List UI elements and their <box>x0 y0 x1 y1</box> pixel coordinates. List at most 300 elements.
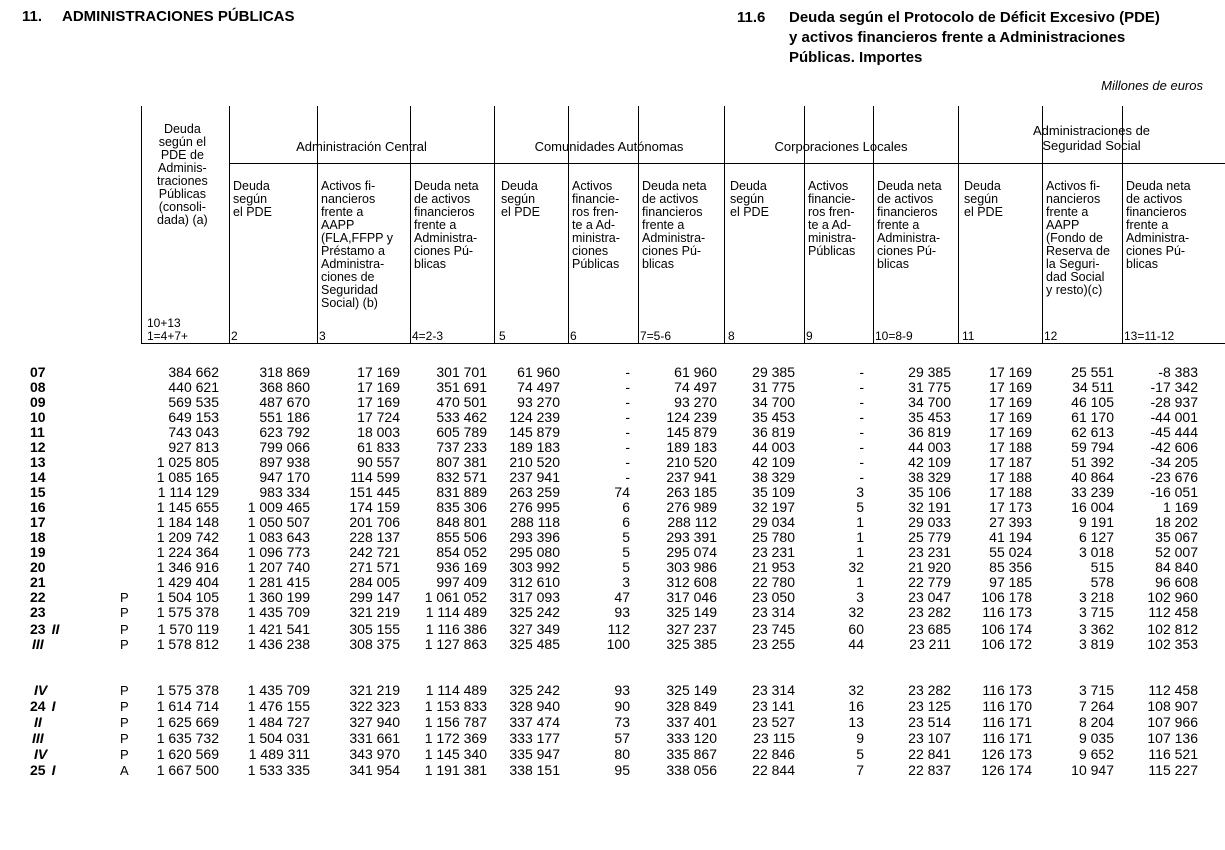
table-cell: 337 401 <box>666 714 717 730</box>
table-cell: 23 745 <box>752 621 795 637</box>
table-cell: 384 662 <box>168 364 219 380</box>
table-cell: 23 282 <box>908 682 951 698</box>
table-cell: 10 947 <box>1071 762 1114 778</box>
table-cell: 947 170 <box>259 469 310 485</box>
table-cell: 1 114 129 <box>157 484 219 500</box>
column-header-line: PDE de <box>160 148 204 162</box>
table-cell: 93 270 <box>674 394 717 410</box>
column-header-line: según <box>730 192 765 206</box>
units-label: Millones de euros <box>1101 78 1203 93</box>
table-cell: - <box>859 379 864 395</box>
table-cell: 3 819 <box>1078 636 1114 652</box>
table-row <box>0 575 1225 590</box>
column-header-line: Seguridad <box>321 283 378 297</box>
column-header-line: ciones <box>572 244 609 258</box>
row-year: 25 <box>30 762 46 778</box>
table-cell: 25 551 <box>1071 364 1114 380</box>
table-title <box>737 8 1219 68</box>
column-header-line: el PDE <box>233 205 272 219</box>
table-cell: 107 136 <box>1147 730 1198 746</box>
table-cell: 59 794 <box>1071 439 1114 455</box>
table-cell: 23 107 <box>908 730 951 746</box>
table-cell: 1 <box>856 529 864 545</box>
table-cell: 34 700 <box>908 394 951 410</box>
column-header-line: frente a <box>1126 218 1169 232</box>
table-cell: 29 033 <box>908 514 951 530</box>
column-header-line: Reserva de <box>1046 244 1110 258</box>
table-cell: 276 989 <box>666 499 717 515</box>
table-cell: 16 004 <box>1071 499 1114 515</box>
table-cell: - <box>859 409 864 425</box>
table-cell: 1 484 727 <box>247 714 310 730</box>
table-cell: 743 043 <box>168 424 219 440</box>
table-cell: 335 867 <box>666 746 717 762</box>
column-header-line: frente a <box>877 218 920 232</box>
table-cell: 5 <box>622 544 630 560</box>
table-cell: 21 953 <box>752 559 795 575</box>
table-cell: 35 106 <box>908 484 951 500</box>
column-header-line: (consoli- <box>158 200 206 214</box>
row-year: 21 <box>30 574 46 590</box>
table-cell: 32 <box>848 559 864 575</box>
row-quarter: IV <box>34 746 48 762</box>
group-corporaciones-locales: Corporaciones Locales <box>774 139 908 154</box>
row-mark: P <box>120 622 129 637</box>
table-cell: 1 489 311 <box>248 746 310 762</box>
column-header-line: ciones de <box>321 270 375 284</box>
column-header-line: Deuda neta <box>642 179 707 193</box>
table-cell: 32 <box>848 604 864 620</box>
column-header-line: (Fondo de <box>1046 231 1103 245</box>
row-mark: P <box>120 683 129 698</box>
table-cell: 303 986 <box>666 559 717 575</box>
header-bottom-rule <box>141 343 1225 344</box>
table-cell: 22 779 <box>908 574 951 590</box>
table-cell: 102 960 <box>1147 589 1198 605</box>
column-header-line: (FLA,FFPP y <box>321 231 394 245</box>
row-quarter: I <box>51 698 56 714</box>
table-cell: 276 995 <box>509 499 560 515</box>
table-cell: 1 114 489 <box>425 682 487 698</box>
table-cell: 327 940 <box>349 714 400 730</box>
row-label <box>30 575 46 590</box>
column-header-line: traciones <box>157 174 208 188</box>
table-cell: 263 185 <box>666 484 717 500</box>
table-cell: 440 621 <box>168 379 219 395</box>
table-cell: -17 342 <box>1150 379 1198 395</box>
table-cell: 116 521 <box>1148 746 1198 762</box>
table-cell: - <box>625 439 630 455</box>
table-cell: 325 385 <box>666 636 717 652</box>
group-comunidades-autonomas: Comunidades Autónomas <box>534 139 684 154</box>
table-cell: -8 383 <box>1158 364 1198 380</box>
table-cell: 36 819 <box>908 424 951 440</box>
table-cell: 61 960 <box>674 364 717 380</box>
table-cell: 42 109 <box>908 454 951 470</box>
table-cell: 1 209 742 <box>156 529 219 545</box>
table-cell: 25 780 <box>752 529 795 545</box>
row-label <box>30 500 46 515</box>
column-header-line: Adminis- <box>158 161 207 175</box>
row-year: 07 <box>30 364 46 380</box>
table-cell: 38 329 <box>752 469 795 485</box>
section-number: 11. <box>22 8 43 25</box>
table-cell: 29 385 <box>908 364 951 380</box>
table-cell: 1 083 643 <box>247 529 310 545</box>
column-header-line: ciones Pú- <box>414 244 474 258</box>
table-cell: 96 608 <box>1155 574 1198 590</box>
column-header-line: Deuda <box>964 179 1001 193</box>
table-cell: - <box>625 409 630 425</box>
table-cell: 7 <box>856 762 864 778</box>
row-label <box>32 731 44 746</box>
table-cell: 21 920 <box>908 559 951 575</box>
table-cell: 22 841 <box>908 746 951 762</box>
table-cell: 102 812 <box>1147 621 1198 637</box>
table-cell: 5 <box>622 559 630 575</box>
table-row <box>0 485 1225 500</box>
column-number: 12 <box>1044 329 1058 343</box>
column-header-line: Deuda <box>501 179 538 193</box>
table-cell: -42 606 <box>1150 439 1198 455</box>
row-mark: P <box>120 731 129 746</box>
table-cell: 3 <box>856 589 864 605</box>
row-label <box>32 747 47 762</box>
table-cell: 854 052 <box>436 544 487 560</box>
table-cell: 325 242 <box>509 682 560 698</box>
table-cell: 27 393 <box>989 514 1032 530</box>
table-cell: 23 514 <box>908 714 951 730</box>
table-cell: 17 169 <box>989 379 1032 395</box>
column-header-line: Públicas <box>808 244 856 258</box>
column-number: 3 <box>319 329 326 343</box>
table-cell: 343 970 <box>349 746 400 762</box>
column-header-line: AAPP <box>1046 218 1080 232</box>
table-row <box>0 515 1225 530</box>
table-cell: 1 050 507 <box>247 514 310 530</box>
table-cell: 116 170 <box>982 698 1032 714</box>
table-cell: 325 485 <box>509 636 560 652</box>
column-header-line: Activos <box>808 179 849 193</box>
table-cell: 29 034 <box>752 514 795 530</box>
row-year: 08 <box>30 379 46 395</box>
table-cell: 321 219 <box>349 682 400 698</box>
table-cell: 936 169 <box>436 559 487 575</box>
column-header-line: blicas <box>642 257 674 271</box>
table-cell: 189 183 <box>509 439 560 455</box>
table-cell: 327 237 <box>666 621 717 637</box>
table-cell: 17 724 <box>357 409 400 425</box>
column-header-line: ciones Pú- <box>642 244 702 258</box>
table-cell: 100 <box>606 636 630 652</box>
table-cell: 44 003 <box>752 439 795 455</box>
table-cell: 337 474 <box>509 714 560 730</box>
column-header-line: te a Ad- <box>572 218 616 232</box>
table-cell: 8 204 <box>1078 714 1114 730</box>
row-quarter: III <box>32 636 44 652</box>
table-cell: 52 007 <box>1155 544 1198 560</box>
table-cell: 533 462 <box>436 409 487 425</box>
column-header-line: de activos <box>414 192 471 206</box>
table-cell: 1 578 812 <box>156 636 219 652</box>
row-year: 17 <box>30 514 46 530</box>
table-cell: 23 255 <box>752 636 795 652</box>
column-header-line: según <box>964 192 999 206</box>
column-header-line: frente a <box>321 205 364 219</box>
table-cell: - <box>625 394 630 410</box>
row-year: 12 <box>30 439 46 455</box>
table-cell: 22 837 <box>908 762 951 778</box>
table-row <box>0 605 1225 620</box>
table-cell: 189 183 <box>666 439 717 455</box>
table-cell: 321 219 <box>349 604 400 620</box>
table-cell: 1 172 369 <box>424 730 487 746</box>
column-header-line: financieros <box>1126 205 1187 219</box>
row-label <box>30 763 55 778</box>
table-cell: 35 453 <box>752 409 795 425</box>
row-year: 14 <box>30 469 46 485</box>
table-cell: 338 151 <box>509 762 560 778</box>
table-cell: 308 375 <box>349 636 400 652</box>
table-cell: 835 306 <box>436 499 487 515</box>
group-title-line: Seguridad Social <box>1042 138 1141 153</box>
table-cell: 7 264 <box>1078 698 1114 714</box>
column-header-line: AAPP <box>321 218 355 232</box>
table-cell: 1 504 105 <box>156 589 219 605</box>
table-cell: 237 941 <box>509 469 560 485</box>
table-cell: 351 691 <box>436 379 487 395</box>
table-cell: 5 <box>856 746 864 762</box>
table-cell: 322 323 <box>349 698 400 714</box>
column-divider <box>141 106 142 344</box>
column-header <box>157 123 208 227</box>
table-cell: 23 231 <box>752 544 795 560</box>
table-cell: - <box>625 469 630 485</box>
column-header-line: Públicas <box>158 187 206 201</box>
table-cell: 9 <box>856 730 864 746</box>
table-cell: - <box>859 364 864 380</box>
group-seguridad-social <box>958 123 1225 153</box>
row-quarter: II <box>51 621 60 637</box>
column-header-line: Administra- <box>642 231 706 245</box>
row-quarter: I <box>51 762 56 778</box>
column-number: 2 <box>231 329 238 343</box>
table-cell: 31 775 <box>752 379 795 395</box>
table-row <box>0 715 1225 730</box>
column-header-line: financieros <box>642 205 703 219</box>
column-number: 7=5-6 <box>640 329 672 343</box>
table-cell: 13 <box>848 714 864 730</box>
table-cell: 23 115 <box>753 730 795 746</box>
table-cell: 317 093 <box>509 589 560 605</box>
table-cell: 312 608 <box>666 574 717 590</box>
table-cell: 1 575 378 <box>156 682 219 698</box>
row-year: 15 <box>30 484 46 500</box>
column-header-line: frente a <box>1046 205 1089 219</box>
column-header <box>501 180 540 219</box>
table-cell: 25 779 <box>908 529 951 545</box>
table-row <box>0 530 1225 545</box>
table-cell: 1 156 787 <box>424 714 487 730</box>
table-cell: 22 846 <box>752 746 795 762</box>
table-cell: 22 844 <box>752 762 795 778</box>
table-cell: 799 066 <box>259 439 310 455</box>
table-cell: 116 173 <box>982 682 1032 698</box>
table-row <box>0 425 1225 440</box>
table-cell: - <box>625 424 630 440</box>
row-label <box>30 395 46 410</box>
table-cell: 23 527 <box>752 714 795 730</box>
table-cell: 210 520 <box>666 454 717 470</box>
table-row <box>0 365 1225 380</box>
column-number: 8 <box>728 329 735 343</box>
table-cell: 61 170 <box>1071 409 1114 425</box>
column-header-line: financie- <box>572 192 620 206</box>
table-cell: 470 501 <box>436 394 487 410</box>
table-cell: 5 <box>622 529 630 545</box>
column-header-line: dada) (a) <box>157 213 208 227</box>
table-cell: 295 074 <box>666 544 717 560</box>
table-cell: 293 396 <box>509 529 560 545</box>
table-cell: 9 035 <box>1078 730 1114 746</box>
column-header-line: Activos fi- <box>1046 179 1101 193</box>
table-cell: 1 184 148 <box>156 514 219 530</box>
column-header-line: ros fren- <box>808 205 855 219</box>
column-header <box>964 180 1003 219</box>
row-label <box>30 470 46 485</box>
table-cell: 23 047 <box>908 589 951 605</box>
row-label <box>32 715 42 730</box>
table-cell: 1 207 740 <box>247 559 310 575</box>
row-label <box>30 365 46 380</box>
table-cell: 145 879 <box>509 424 560 440</box>
table-cell: 23 314 <box>752 604 795 620</box>
table-cell: 1 145 340 <box>424 746 487 762</box>
column-number: 4=2-3 <box>412 329 444 343</box>
table-row <box>0 683 1225 698</box>
table-title-line: Públicas. Importes <box>789 49 923 66</box>
column-header-line: el PDE <box>730 205 769 219</box>
table-cell: 116 173 <box>982 604 1032 620</box>
table-cell: 124 239 <box>666 409 717 425</box>
table-cell: 1 153 833 <box>424 698 487 714</box>
column-header-line: nancieros <box>321 192 376 206</box>
table-cell: 1 061 052 <box>424 589 487 605</box>
table-cell: 333 177 <box>509 730 560 746</box>
table-cell: 42 109 <box>752 454 795 470</box>
row-year: 23 <box>30 604 46 620</box>
table-cell: 325 149 <box>666 682 717 698</box>
table-cell: 605 789 <box>436 424 487 440</box>
table-cell: 102 353 <box>1147 636 1198 652</box>
table-cell: 97 185 <box>989 574 1032 590</box>
row-label <box>30 485 46 500</box>
row-mark: A <box>120 763 129 778</box>
table-cell: 34 700 <box>752 394 795 410</box>
row-label <box>30 440 46 455</box>
table-cell: 305 155 <box>349 621 400 637</box>
table-cell: 551 186 <box>259 409 310 425</box>
table-cell: 3 <box>622 574 630 590</box>
table-row <box>0 637 1225 652</box>
column-header-line: ciones Pú- <box>1126 244 1186 258</box>
column-number: 6 <box>570 329 577 343</box>
row-year: 10 <box>30 409 46 425</box>
table-cell: 35 067 <box>1155 529 1198 545</box>
table-cell: 112 458 <box>1148 604 1198 620</box>
table-cell: 23 282 <box>908 604 951 620</box>
table-cell: 1 191 381 <box>424 762 487 778</box>
table-cell: 23 314 <box>752 682 795 698</box>
table-cell: 1 <box>856 574 864 590</box>
table-row <box>0 747 1225 762</box>
row-mark: P <box>120 747 129 762</box>
table-cell: 1 346 916 <box>156 559 219 575</box>
column-header-line: ministra- <box>808 231 856 245</box>
table-cell: - <box>859 394 864 410</box>
row-year: 09 <box>30 394 46 410</box>
table-cell: 85 356 <box>989 559 1032 575</box>
table-cell: 60 <box>848 621 864 637</box>
column-header-line: según <box>233 192 268 206</box>
table-cell: - <box>859 439 864 455</box>
table-cell: 331 661 <box>349 730 400 746</box>
table-cell: 17 173 <box>989 499 1032 515</box>
row-quarter: II <box>34 714 42 730</box>
table-cell: 5 <box>856 499 864 515</box>
table-row <box>0 731 1225 746</box>
table-cell: 74 497 <box>674 379 717 395</box>
group-title-line: Administraciones de <box>1032 123 1151 138</box>
table-cell: 16 <box>848 698 864 714</box>
table-row <box>0 622 1225 637</box>
table-cell: 73 <box>614 714 630 730</box>
table-cell: 284 005 <box>349 574 400 590</box>
table-cell: 201 706 <box>349 514 400 530</box>
table-row <box>0 560 1225 575</box>
table-cell: 1 504 031 <box>247 730 310 746</box>
table-cell: 855 506 <box>436 529 487 545</box>
table-cell: 1 025 805 <box>156 454 219 470</box>
table-cell: 325 149 <box>666 604 717 620</box>
column-header-line: Social) (b) <box>321 296 378 310</box>
table-cell: 74 497 <box>517 379 560 395</box>
group-rule <box>229 163 1225 164</box>
table-cell: 174 159 <box>349 499 400 515</box>
table-cell: 1 614 714 <box>156 698 219 714</box>
table-cell: 487 670 <box>259 394 310 410</box>
column-header-line: financie- <box>808 192 856 206</box>
table-cell: 1 476 155 <box>247 698 310 714</box>
table-cell: 237 941 <box>666 469 717 485</box>
table-cell: 35 453 <box>908 409 951 425</box>
table-cell: 1 625 669 <box>156 714 219 730</box>
table-cell: 23 685 <box>908 621 951 637</box>
row-label <box>30 455 46 470</box>
table-cell: 228 137 <box>349 529 400 545</box>
column-header-line: Públicas <box>572 257 620 271</box>
table-cell: 90 557 <box>357 454 400 470</box>
table-cell: 51 392 <box>1071 454 1114 470</box>
table-cell: 95 <box>614 762 630 778</box>
column-number: 10=8-9 <box>875 329 913 343</box>
table-cell: 17 188 <box>989 469 1032 485</box>
column-header-line: blicas <box>414 257 446 271</box>
column-header-line: Deuda neta <box>414 179 479 193</box>
column-header <box>233 180 272 219</box>
column-header-line: Administra- <box>1126 231 1190 245</box>
table-cell: 33 239 <box>1071 484 1114 500</box>
